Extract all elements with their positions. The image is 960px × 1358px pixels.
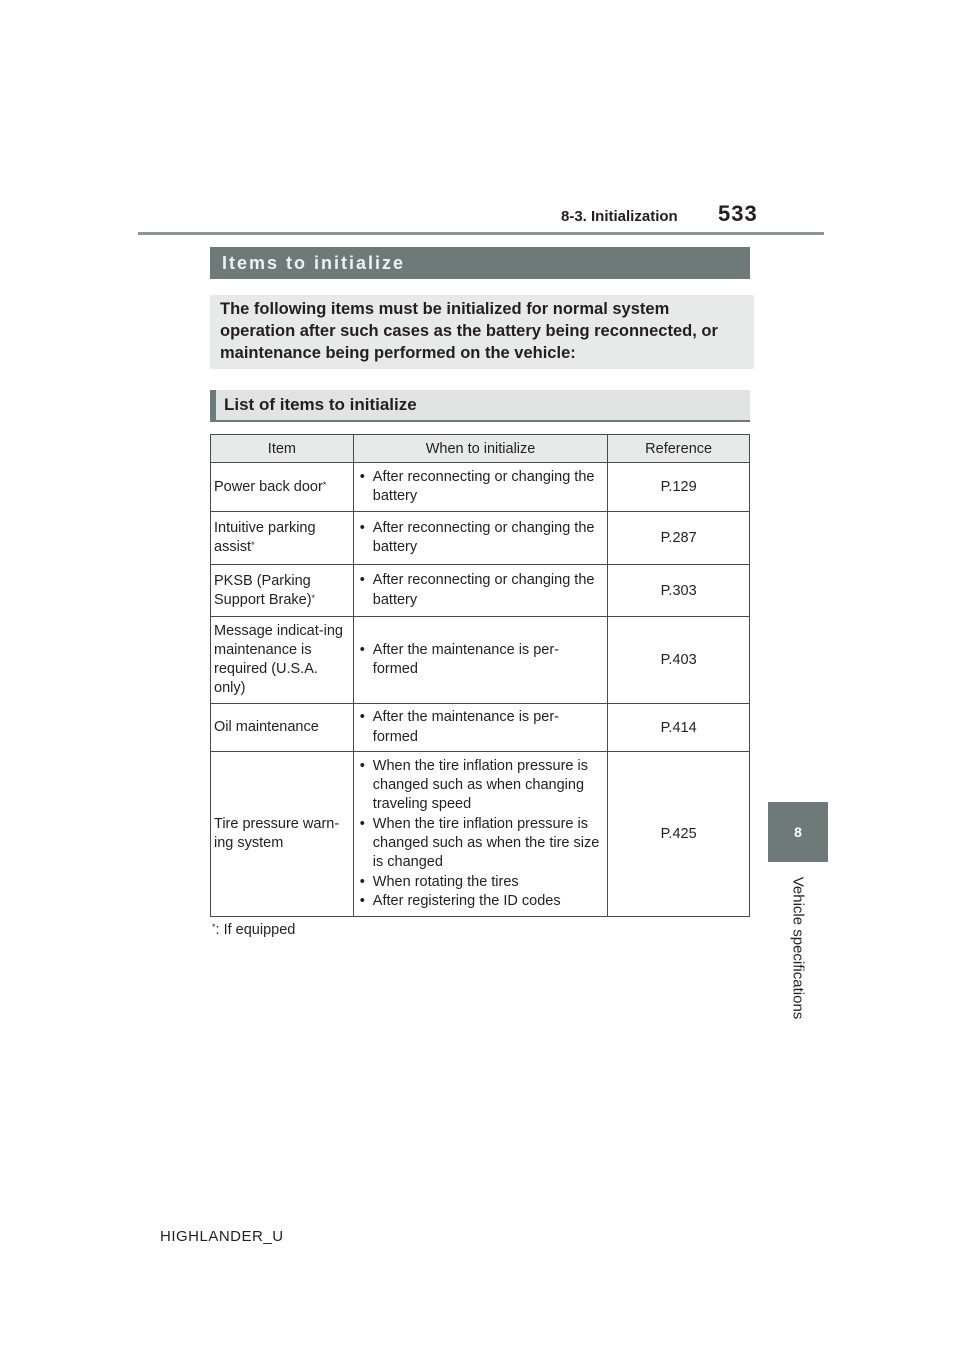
condition-bullet: • After the maintenance is per-formed [358, 641, 603, 680]
table-row [211, 463, 750, 512]
condition-bullet: • When the tire inflation pressure is changed such as when changing traveling speed [358, 757, 603, 815]
table-row [211, 565, 750, 617]
table-row [211, 617, 750, 704]
condition-bullet: • After reconnecting or changing the battery [358, 571, 603, 610]
column-header-item: Item [211, 435, 354, 463]
item-cell [211, 617, 354, 704]
table-row [211, 752, 750, 917]
item-cell [211, 752, 354, 917]
footnote-text: : If equipped [215, 922, 296, 938]
item-name: Power back door [214, 478, 323, 495]
table-row [211, 704, 750, 752]
section-title-bar [210, 247, 750, 279]
when-cell [353, 617, 607, 704]
subsection-title-bar [210, 390, 750, 422]
item-cell [211, 704, 354, 752]
footnote-mark: * [212, 922, 216, 932]
item-cell [211, 512, 354, 565]
intro-box [210, 295, 754, 369]
when-cell [353, 565, 607, 617]
reference-cell[interactable]: P.129 [608, 463, 750, 512]
when-cell [353, 512, 607, 565]
item-name: PKSB (Parking Support Brake) [214, 572, 312, 608]
when-cell [353, 752, 607, 917]
model-code: HIGHLANDER_U [160, 1228, 284, 1245]
if-equipped-mark: * [251, 540, 255, 550]
subsection-title: List of items to initialize [224, 395, 417, 414]
when-cell [353, 704, 607, 752]
when-cell [353, 463, 607, 512]
table-body [211, 463, 750, 917]
column-header-reference: Reference [608, 435, 750, 463]
chapter-title: Vehicle specifications [789, 876, 807, 1020]
condition-bullet: • After reconnecting or changing the battery [358, 468, 603, 507]
reference-cell[interactable]: P.303 [608, 565, 750, 617]
intro-text: The following items must be initialized for normal system operation after such cases as the battery being reconnected, or maintenance being performed on the vehicle: [220, 300, 718, 362]
reference-cell[interactable]: P.403 [608, 617, 750, 704]
header-rule [138, 232, 824, 235]
reference-cell[interactable]: P.414 [608, 704, 750, 752]
reference-cell[interactable]: P.425 [608, 752, 750, 917]
if-equipped-mark: * [322, 479, 327, 490]
condition-bullet: • After reconnecting or changing the battery [358, 519, 603, 558]
item-cell [211, 463, 354, 512]
condition-bullet: • When rotating the tires [358, 873, 603, 892]
item-name: Intuitive parking assist [214, 520, 316, 555]
item-name: Tire pressure warn-ing system [214, 816, 340, 851]
chapter-tab[interactable]: 8 [768, 802, 828, 862]
section-title: Items to initialize [222, 252, 406, 273]
reference-cell[interactable]: P.287 [608, 512, 750, 565]
if-equipped-mark: * [311, 592, 316, 603]
column-header-when: When to initialize [353, 435, 607, 463]
page-number: 533 [718, 201, 758, 226]
footnote [212, 922, 295, 938]
table-row [211, 512, 750, 565]
item-name: Oil maintenance [214, 719, 319, 735]
section-heading: 8-3. Initialization [561, 208, 678, 225]
condition-bullet: • After the maintenance is per-formed [358, 708, 603, 747]
item-name: Message indicat-ing maintenance is required (U.S.A. only) [214, 623, 343, 696]
item-cell [211, 565, 354, 617]
initialization-table [210, 434, 750, 917]
condition-bullet: • When the tire inflation pressure is changed such as when the tire size is changed [358, 815, 603, 873]
condition-bullet: • After registering the ID codes [358, 892, 603, 911]
table-header-row [211, 435, 750, 463]
